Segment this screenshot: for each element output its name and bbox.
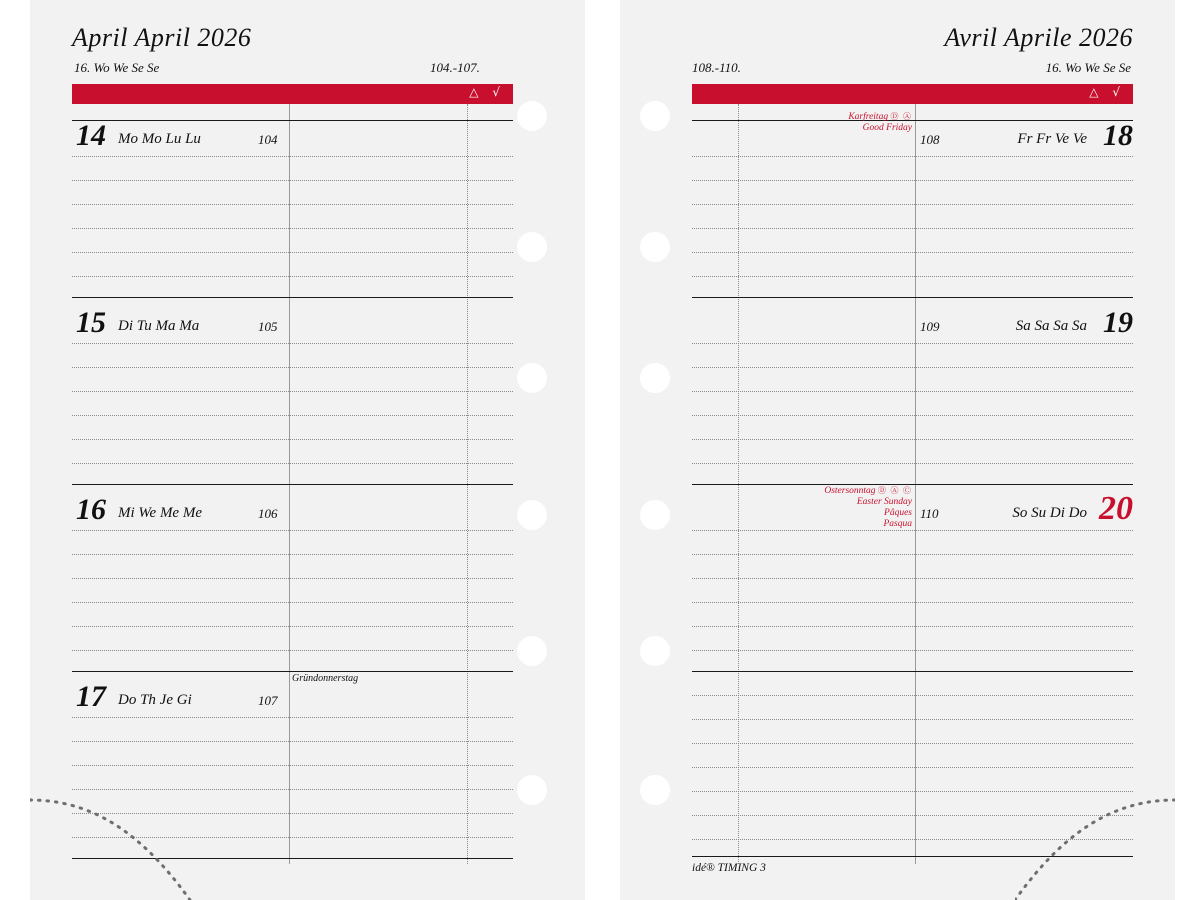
rule-line [72,463,513,464]
rule-line [72,602,513,603]
rule-line [72,813,513,814]
rule-line [692,391,1133,392]
rule-line [72,626,513,627]
rule-line [72,717,513,718]
rule-line [72,252,513,253]
red-header-bar-right [692,84,1133,104]
punch-hole [517,101,547,131]
right-page-sheet [620,0,1175,900]
rule-line [72,578,513,579]
day-separator [692,484,1133,485]
day-separator [692,120,1133,121]
punch-hole [640,636,670,666]
day-ordinal: 108 [920,132,940,147]
punch-hole [517,500,547,530]
day-abbrev: So Su Di Do [1012,505,1087,521]
punch-hole [517,775,547,805]
rule-line [692,626,1133,627]
day-number: 18 [1103,119,1133,152]
rule-line [692,791,1133,792]
day-number: 17 [76,680,106,713]
punch-hole [517,636,547,666]
rule-line [692,602,1133,603]
day-separator [692,297,1133,298]
rule-line [72,276,513,277]
day-ordinal: 109 [920,319,940,334]
rule-line [692,554,1133,555]
day-abbrev: Mo Mo Lu Lu [118,131,201,147]
redbar-marks-right: △ √ [1089,85,1125,99]
day-abbrev: Do Th Je Gi [118,692,192,708]
rule-line [72,554,513,555]
week-label-left: 16. Wo We Se Se [74,60,160,75]
rule-line [72,415,513,416]
day-separator [72,671,513,672]
rule-line [692,276,1133,277]
rule-line [72,391,513,392]
rule-line [72,530,513,531]
punch-hole [640,232,670,262]
rule-line [72,204,513,205]
day-ordinal: 106 [258,506,278,521]
day-abbrev: Mi We Me Me [118,505,202,521]
red-header-bar-left [72,84,513,104]
rule-line [692,463,1133,464]
rule-line [72,741,513,742]
page-title-right: Avril Aprile 2026 [944,23,1133,52]
day-abbrev: Di Tu Ma Ma [118,318,200,334]
punch-hole [517,232,547,262]
holiday-label [770,486,912,530]
footer-brand: idé® TIMING 3 [692,862,766,874]
holiday-line-2: Good Friday [862,122,912,133]
punch-hole [517,363,547,393]
day-separator [72,484,513,485]
day-separator [692,671,1133,672]
left-page-sheet [30,0,585,900]
rule-line [72,180,513,181]
rule-line [692,578,1133,579]
page-title-left: April April 2026 [72,23,252,52]
holiday-line-1: Ostersonntag [824,486,876,496]
day-separator [72,858,513,859]
holiday-line-2: Easter Sunday [856,496,912,507]
day-abbrev: Sa Sa Sa Sa [1015,318,1087,334]
rule-line [72,765,513,766]
rule-line [692,228,1133,229]
week-label-right: 16. Wo We Se Se [1045,60,1131,75]
punch-hole [640,500,670,530]
rule-line [692,367,1133,368]
redbar-marks-left: △ √ [469,85,505,99]
page-range-left: 104.-107. [430,60,480,75]
rule-line [72,156,513,157]
day-ordinal: 104 [258,132,278,147]
rule-line [72,439,513,440]
day-number: 14 [76,119,106,152]
rule-line [692,815,1133,816]
page-range-right: 108.-110. [692,60,741,75]
rule-line [72,837,513,838]
rule-line [692,439,1133,440]
rule-line [692,695,1133,696]
day-number: 16 [76,493,106,526]
punch-hole [640,101,670,131]
left-page [30,0,585,900]
holiday-line-1: Karfreitag [848,112,889,122]
rule-line [72,789,513,790]
day-ordinal: 107 [258,693,278,708]
day-separator [692,856,1133,857]
rule-line [72,650,513,651]
rule-line [692,180,1133,181]
holiday-symbols: Ⓓ Ⓐ [890,112,912,121]
rule-line [692,204,1133,205]
day-number: 15 [76,306,106,339]
rule-line [692,156,1133,157]
punch-hole [640,775,670,805]
day-separator [72,297,513,298]
day-separator [72,120,513,121]
right-page [620,0,1175,900]
rule-line [692,530,1133,531]
holiday-symbols: Ⓓ Ⓐ Ⓒ [877,486,912,495]
day-number: 20 [1099,490,1133,527]
rule-line [692,767,1133,768]
day-ordinal: 105 [258,319,278,334]
holiday-line-4: Pasqua [883,518,912,529]
rule-line [692,252,1133,253]
day-number: 19 [1103,306,1133,339]
holiday-label [800,112,912,134]
rule-line [72,228,513,229]
rule-line [692,650,1133,651]
rule-line [72,343,513,344]
rule-line [692,743,1133,744]
day-note: Gründonnerstag [292,673,359,684]
day-ordinal: 110 [920,506,939,521]
rule-line [692,719,1133,720]
page-curl-arc-right [1015,770,1175,900]
punch-hole [640,363,670,393]
rule-line [72,367,513,368]
rule-line [692,415,1133,416]
rule-line [692,839,1133,840]
rule-line [692,343,1133,344]
holiday-line-3: Pâques [884,507,912,518]
day-abbrev: Fr Fr Ve Ve [1017,131,1087,147]
